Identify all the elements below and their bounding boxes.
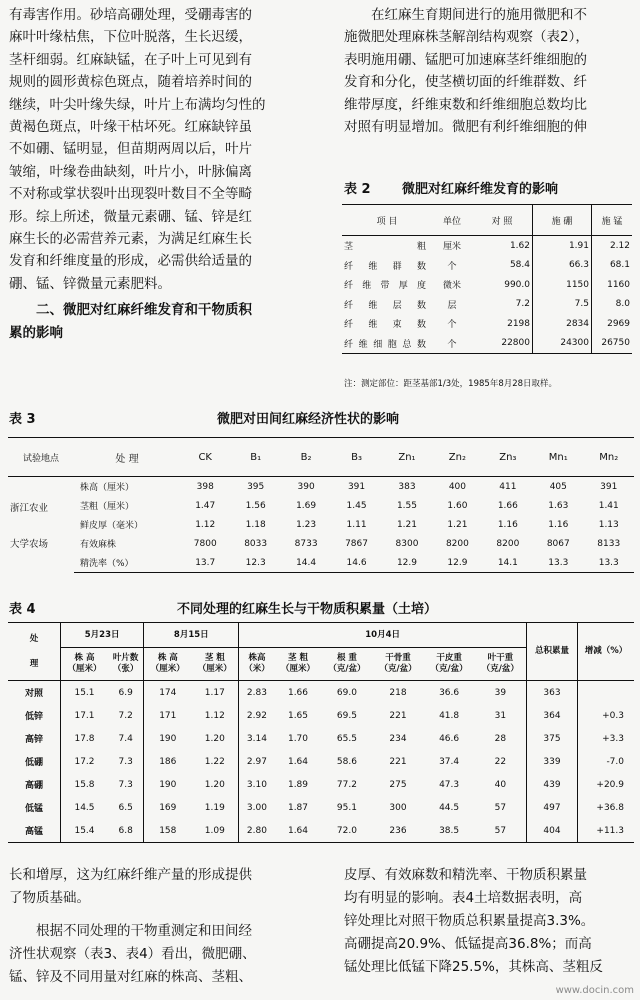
table-cell: 17.8 — [61, 727, 109, 750]
text-line: 锌处理比对照干物质总积累量提高3.3%。 — [344, 913, 595, 929]
table-cell: 1.20 — [204, 779, 225, 790]
column-header: Zn₁ — [382, 438, 432, 477]
table-cell: 1.65 — [287, 710, 309, 721]
text-line: 茎杆细弱。红麻缺锰，在子叶上可见到有 — [9, 51, 252, 68]
table-row — [8, 515, 634, 534]
table-cell: 1.62 — [509, 240, 530, 251]
row-label: 高锌 — [24, 735, 43, 745]
table-cell: 2198 — [507, 318, 530, 329]
table-row — [342, 256, 632, 276]
table-cell: 8200 — [496, 538, 520, 549]
left-top-text — [9, 4, 322, 344]
table-cell: 7.5 — [533, 295, 592, 315]
table-cell: 22 — [494, 756, 507, 767]
table-cell: 65.5 — [336, 733, 357, 744]
group-header: 10月4日 — [239, 623, 527, 648]
text-line: 表明施用硼、锰肥可加速麻茎纤维细胞的 — [344, 51, 587, 68]
table-cell: 8033 — [244, 538, 268, 549]
table-cell: 1.21 — [447, 519, 468, 530]
table-cell: 1.64 — [287, 756, 309, 767]
location-line: 浙江农业 — [10, 502, 49, 514]
table-cell: 275 — [389, 779, 407, 790]
table-row — [342, 236, 632, 256]
table-cell: 95.1 — [336, 802, 357, 813]
table-cell: +0.3 — [578, 704, 635, 727]
table-cell: 1.21 — [396, 519, 417, 530]
text-line: 有毒害作用。砂培高硼处理，受硼毒害的 — [9, 7, 252, 23]
table-cell: 1.66 — [497, 500, 518, 511]
table-cell: 2969 — [592, 314, 633, 334]
table-row — [342, 314, 632, 334]
header-text: （厘米） — [280, 664, 315, 674]
table-cell: 300 — [389, 802, 407, 813]
header-text: （克/盆） — [430, 664, 468, 674]
table-cell: 15.1 — [61, 681, 109, 705]
column-header: 施 锰 — [592, 205, 633, 236]
header-text: （米） — [244, 664, 270, 674]
table3-title: 微肥对田间红麻经济性状的影响 — [217, 412, 400, 427]
table-cell: 1.69 — [296, 500, 317, 511]
table-row — [8, 727, 634, 750]
column-header — [372, 648, 423, 681]
table-cell: 1.19 — [204, 802, 225, 813]
table4-number: 表 4 — [9, 602, 36, 617]
table-cell: 46.6 — [439, 733, 460, 744]
column-header — [321, 648, 372, 681]
table-cell: 8.0 — [592, 295, 633, 315]
table-cell: 39 — [494, 687, 507, 698]
table-cell: 69.0 — [336, 687, 357, 698]
table-cell: 72.0 — [321, 819, 372, 843]
header-text: （厘米） — [150, 664, 185, 674]
table-cell: 1.60 — [447, 500, 468, 511]
table-cell: 439 — [527, 773, 578, 796]
watermark: www.docin.com — [555, 985, 634, 996]
text-line: 均有明显的影响。表4土培数据表明，高 — [344, 890, 583, 906]
table-cell: 7800 — [193, 538, 217, 549]
header-text: （克/盆） — [379, 664, 417, 674]
table2 — [342, 204, 632, 354]
column-header: 单位 — [432, 205, 472, 236]
text-line: 形。综上所述，微量元素硼、锰、锌是红 — [9, 208, 252, 225]
table-cell: 398 — [196, 481, 214, 492]
table-cell: 1.64 — [275, 819, 322, 843]
table-cell: 17.2 — [61, 750, 109, 773]
text-line: 麻生长的必需营养元素，为满足红麻生长 — [9, 231, 252, 248]
text-line: 了物质基础。 — [9, 890, 90, 906]
column-header — [424, 648, 475, 681]
header-text: （克/盆） — [328, 664, 366, 674]
table-cell: 7.2 — [515, 299, 530, 310]
table-cell: 186 — [144, 750, 192, 773]
header-text: 叶片数 — [112, 653, 139, 663]
table-header-row — [342, 205, 632, 236]
table-cell: 层 — [447, 300, 457, 311]
table-cell: 411 — [499, 481, 517, 492]
table-row — [8, 477, 634, 497]
table-cell: 22800 — [472, 334, 533, 354]
table-cell: 3.00 — [239, 796, 275, 819]
table-cell: 7867 — [345, 538, 368, 549]
table-cell: 58.4 — [509, 260, 530, 271]
column-header: Zn₂ — [432, 438, 482, 477]
table3-caption — [9, 408, 633, 426]
table-cell: 14.6 — [331, 553, 381, 573]
text-line: 维带厚度，纤维束数和纤维细胞总数均比 — [344, 96, 587, 113]
header-text: 叶干重 — [487, 653, 514, 663]
column-header — [61, 648, 109, 681]
row-label: 高锰 — [8, 819, 61, 843]
table-row — [342, 275, 632, 295]
table-cell: 364 — [527, 704, 578, 727]
header-text: 株高 — [248, 653, 266, 663]
table-cell: 234 — [389, 733, 407, 744]
table-cell: 1.11 — [346, 519, 367, 530]
table-cell: 个 — [432, 334, 472, 354]
table-cell: 15.8 — [61, 773, 109, 796]
table-cell: 株高（厘米） — [80, 483, 135, 493]
table-cell: 7.4 — [118, 733, 133, 744]
table-cell: 391 — [347, 481, 366, 492]
table-cell: 69.5 — [336, 710, 357, 721]
table-row — [8, 496, 634, 515]
table-cell: 218 — [389, 687, 407, 698]
table-cell: 纤维带厚度 — [344, 281, 426, 292]
table-cell: 13.3 — [584, 553, 635, 573]
column-header: 对 照 — [472, 205, 533, 236]
table-cell: 15.4 — [61, 819, 109, 843]
table-cell: 169 — [144, 796, 192, 819]
location-cell — [8, 477, 74, 573]
table-cell: 纤 维 群 数 — [344, 261, 426, 272]
right-top-text — [344, 4, 634, 138]
text-line: 发育和纤维度量的形成，必需供给适量的 — [9, 253, 252, 270]
row-label: 对照 — [24, 689, 43, 699]
column-header: Mn₂ — [584, 438, 635, 477]
table-cell: 990.0 — [504, 279, 530, 290]
table-cell: 8733 — [294, 538, 318, 549]
column-header — [475, 648, 527, 681]
table-cell: 383 — [398, 481, 416, 492]
text-line: 皱缩，叶缘卷曲缺刻，叶片小，叶脉偏离 — [9, 163, 252, 180]
text-line: 锰、锌及不同用量对红麻的株高、茎粗、 — [9, 969, 252, 985]
table-cell: 2.92 — [239, 704, 275, 727]
table-cell: 鲜皮厚（毫米） — [80, 521, 144, 531]
table-cell: 404 — [527, 819, 578, 843]
table-cell: 7.3 — [118, 756, 133, 767]
table-cell: 13.3 — [533, 553, 583, 573]
header-text: 根 重 — [336, 653, 357, 663]
header-text: 株 高 — [74, 653, 95, 663]
table-cell: 7.2 — [118, 710, 133, 721]
table-cell: 77.2 — [336, 779, 357, 790]
table-cell: 174 — [144, 681, 192, 705]
table-cell: 57 — [475, 819, 527, 843]
table2-number: 表 2 — [344, 182, 371, 197]
table-cell: 纤维细胞总数 — [342, 334, 432, 354]
table-cell: 12.9 — [382, 553, 432, 573]
table-cell: 236 — [372, 819, 423, 843]
group-header: 8月15日 — [144, 623, 239, 648]
table-cell: 2834 — [533, 314, 592, 334]
table-cell: +36.8 — [578, 796, 635, 819]
text-line: 施微肥处理麻株茎解剖结构观察（表2）， — [344, 29, 589, 46]
text-line: 麻叶叶缘枯焦，下位叶脱落，生长迟缓， — [9, 29, 252, 46]
table-cell: 57 — [494, 802, 507, 813]
table-cell: 个 — [447, 261, 457, 272]
table-cell: 12.3 — [230, 553, 280, 573]
table-header-row — [8, 623, 634, 648]
table-cell: +3.3 — [578, 727, 635, 750]
header-text: 干皮重 — [436, 653, 462, 663]
column-header: B₂ — [281, 438, 331, 477]
table-cell: 7.3 — [118, 779, 133, 790]
table-cell: 221 — [389, 710, 407, 721]
left-bottom-text — [9, 864, 319, 989]
table-cell: 1.16 — [497, 519, 518, 530]
text-line: 济性状观察（表3、表4）看出，微肥硼、 — [9, 946, 256, 962]
table-cell: 1.17 — [204, 687, 225, 698]
table-cell: 171 — [144, 704, 192, 727]
table-cell: 28 — [494, 733, 507, 744]
table-cell: 1.12 — [195, 519, 216, 530]
column-header: 项 目 — [342, 205, 432, 236]
column-header: 处 理 — [74, 438, 180, 477]
table2-note: 注：测定部位：距茎基部1/3处，1985年8月28日取样。 — [344, 379, 558, 389]
table-cell: 3.14 — [239, 727, 275, 750]
table-cell: 58.6 — [336, 756, 357, 767]
table2-title: 微肥对红麻纤维发育的影响 — [402, 182, 559, 197]
text-line: 发育和分化，使茎横切面的纤维群数、纤 — [344, 74, 587, 91]
text-line: 不如硼、锰明显，但苗期两周以后，叶片 — [9, 141, 252, 158]
text-line: 硼、锰、锌微量元素肥料。 — [9, 275, 171, 292]
header-text: 干骨重 — [385, 653, 411, 663]
table-cell: 6.8 — [108, 819, 144, 843]
table-row — [8, 534, 634, 553]
table-cell: 茎粗（厘米） — [80, 502, 135, 512]
table-cell: 2.80 — [239, 819, 275, 843]
table-cell: 221 — [389, 756, 407, 767]
row-label: 低锰 — [24, 804, 43, 814]
table-cell: 微米 — [442, 281, 461, 292]
header-text: 株 高 — [157, 653, 178, 663]
column-header — [239, 648, 275, 681]
table-row — [8, 553, 634, 573]
group-header: 总积累量 — [527, 623, 578, 681]
text-line: 对照有明显增加。微肥有利纤维细胞的伸 — [344, 119, 587, 136]
column-header — [191, 648, 239, 681]
table-cell: 1.45 — [346, 500, 367, 511]
table-cell: 1.09 — [191, 819, 239, 843]
table-cell: 14.5 — [61, 796, 109, 819]
table-cell: 190 — [144, 773, 192, 796]
table-cell — [578, 681, 635, 705]
table-cell: 37.4 — [439, 756, 460, 767]
text-line: 继续，叶尖叶缘失绿，叶片上布满均匀性的 — [9, 96, 266, 113]
table-cell: +20.9 — [578, 773, 635, 796]
column-header: B₃ — [331, 438, 381, 477]
table-cell: 8133 — [597, 538, 621, 549]
table-cell: 6.5 — [118, 802, 133, 813]
header-text: 理 — [29, 658, 39, 669]
table-cell: 400 — [448, 481, 466, 492]
table-cell: 3.10 — [239, 773, 275, 796]
column-header — [144, 648, 192, 681]
table3 — [8, 437, 634, 573]
column-header: 施 硼 — [533, 205, 592, 236]
header-text: （张） — [112, 664, 139, 674]
table-cell: 2.12 — [592, 236, 633, 256]
column-header: Zn₃ — [483, 438, 533, 477]
table-cell: +11.3 — [578, 819, 635, 843]
table-row — [8, 819, 634, 843]
table-cell: 26750 — [592, 334, 633, 354]
table-cell: 6.9 — [118, 687, 133, 698]
table-cell: 1.13 — [598, 519, 619, 530]
table-cell: 405 — [549, 481, 567, 492]
table-cell: 1.18 — [245, 519, 266, 530]
column-header — [108, 648, 144, 681]
column-header — [275, 648, 322, 681]
text-line: 皮厚、有效麻数和精洗率、干物质积累量 — [344, 867, 587, 883]
table-cell: 497 — [527, 796, 578, 819]
table-cell: 8200 — [445, 538, 469, 549]
text-line: 高硼提高20.9%、低锰提高36.8%；而高 — [344, 936, 592, 952]
right-bottom-text — [344, 864, 634, 979]
table2-caption — [344, 178, 634, 196]
table-row — [8, 796, 634, 819]
table-cell: 41.8 — [439, 710, 460, 721]
section-heading-cont: 累的影响 — [9, 324, 63, 341]
table-cell: 2.83 — [239, 681, 275, 705]
header-text: 茎 粗 — [288, 653, 308, 663]
table4-caption — [9, 598, 633, 616]
text-line: 根据不同处理的干物重测定和田间经 — [36, 923, 252, 939]
table-cell: 395 — [247, 481, 265, 492]
table4 — [8, 622, 634, 843]
column-header: CK — [180, 438, 230, 477]
table-cell: 8067 — [546, 538, 570, 549]
table-cell: 1.22 — [204, 756, 225, 767]
table-cell: 1.20 — [204, 733, 225, 744]
text-line: 黄褐色斑点，叶缘干枯坏死。红麻缺锌虽 — [9, 119, 252, 136]
table-cell: 68.1 — [592, 256, 633, 276]
table-cell: 1150 — [533, 275, 592, 295]
table-cell: 1.23 — [296, 519, 317, 530]
table-cell: 38.5 — [424, 819, 475, 843]
column-header: B₁ — [230, 438, 280, 477]
table3-number: 表 3 — [9, 412, 36, 427]
table-row — [342, 334, 632, 354]
group-header: 5月23日 — [61, 623, 144, 648]
row-label: 高硼 — [24, 781, 43, 791]
table-cell: 个 — [447, 320, 457, 331]
table-cell: 1.87 — [287, 802, 309, 813]
table-cell: 2.97 — [239, 750, 275, 773]
table-row — [8, 681, 634, 705]
table-cell: 391 — [600, 481, 618, 492]
table-cell: 1.12 — [204, 710, 225, 721]
table-cell: 390 — [297, 481, 315, 492]
table-cell: 363 — [527, 681, 578, 705]
table-row — [8, 773, 634, 796]
column-header: 试验地点 — [8, 438, 74, 477]
header-text: （厘米） — [197, 664, 232, 674]
table-cell: 31 — [494, 710, 507, 721]
table-cell: 1.89 — [287, 779, 309, 790]
table-cell: 1.55 — [396, 500, 417, 511]
table-cell: 1.66 — [287, 687, 309, 698]
table-row — [342, 295, 632, 315]
table-cell: 1.16 — [548, 519, 569, 530]
table-cell: 有效麻株 — [80, 540, 117, 550]
table-cell: 13.7 — [180, 553, 230, 573]
table-cell: 12.9 — [432, 553, 482, 573]
table-cell: -7.0 — [578, 750, 635, 773]
location-line: 大学农场 — [10, 538, 49, 550]
table-cell: 1.47 — [195, 500, 216, 511]
table-cell: 1.41 — [598, 500, 619, 511]
table-cell: 14.4 — [281, 553, 331, 573]
table-cell: 厘米 — [442, 242, 461, 253]
table-cell: 375 — [527, 727, 578, 750]
table4-body — [8, 681, 634, 843]
table-cell: 36.6 — [439, 687, 460, 698]
table-cell: 1.56 — [245, 500, 266, 511]
table-cell: 1.70 — [287, 733, 309, 744]
header-text: 处 — [29, 633, 39, 644]
row-label: 低锌 — [24, 712, 43, 722]
group-header: 增减（%） — [578, 623, 635, 681]
section-heading: 二、微肥对红麻纤维发育和干物质积 — [36, 302, 252, 319]
table-row — [8, 704, 634, 727]
row-label-header — [8, 623, 61, 681]
table-cell: 纤 维 束 数 — [344, 320, 426, 331]
table-cell: 158 — [144, 819, 192, 843]
text-line: 规则的圆形黄棕色斑点，随着培养时间的 — [9, 74, 252, 91]
table-cell: 14.1 — [483, 553, 533, 573]
header-text: 茎 粗 — [204, 653, 225, 663]
column-header: Mn₁ — [533, 438, 583, 477]
table-header-row — [8, 438, 634, 477]
table-cell: 190 — [144, 727, 192, 750]
text-line: 不对称或掌状裂叶出现裂叶数目不全等畸 — [9, 186, 252, 203]
table-cell: 1.91 — [533, 236, 592, 256]
table-cell: 44.5 — [439, 802, 460, 813]
table4-title: 不同处理的红麻生长与干物质积累量（土培） — [177, 602, 438, 617]
table-cell: 24300 — [533, 334, 592, 354]
table-cell: 精洗率（%） — [74, 553, 180, 573]
table-cell: 339 — [527, 750, 578, 773]
text-line: 在红麻生育期间进行的施用微肥和不 — [371, 7, 587, 23]
header-text: （厘米） — [67, 664, 102, 674]
table-cell: 纤 维 层 数 — [344, 300, 426, 311]
text-line: 长和增厚，这为红麻纤维产量的形成提供 — [9, 867, 252, 883]
table-cell: 茎 粗 — [344, 242, 426, 253]
header-text: （克/盆） — [481, 664, 519, 674]
table-cell: 47.3 — [439, 779, 460, 790]
row-label: 低硼 — [24, 758, 43, 768]
table-cell: 1160 — [592, 275, 633, 295]
table-cell: 17.1 — [61, 704, 109, 727]
table-cell: 66.3 — [533, 256, 592, 276]
table-cell: 8300 — [395, 538, 419, 549]
table-row — [8, 750, 634, 773]
table-cell: 1.63 — [548, 500, 569, 511]
table-cell: 40 — [494, 779, 507, 790]
text-line: 锰处理比低锰下降25.5%，其株高、茎粗反 — [344, 959, 603, 975]
